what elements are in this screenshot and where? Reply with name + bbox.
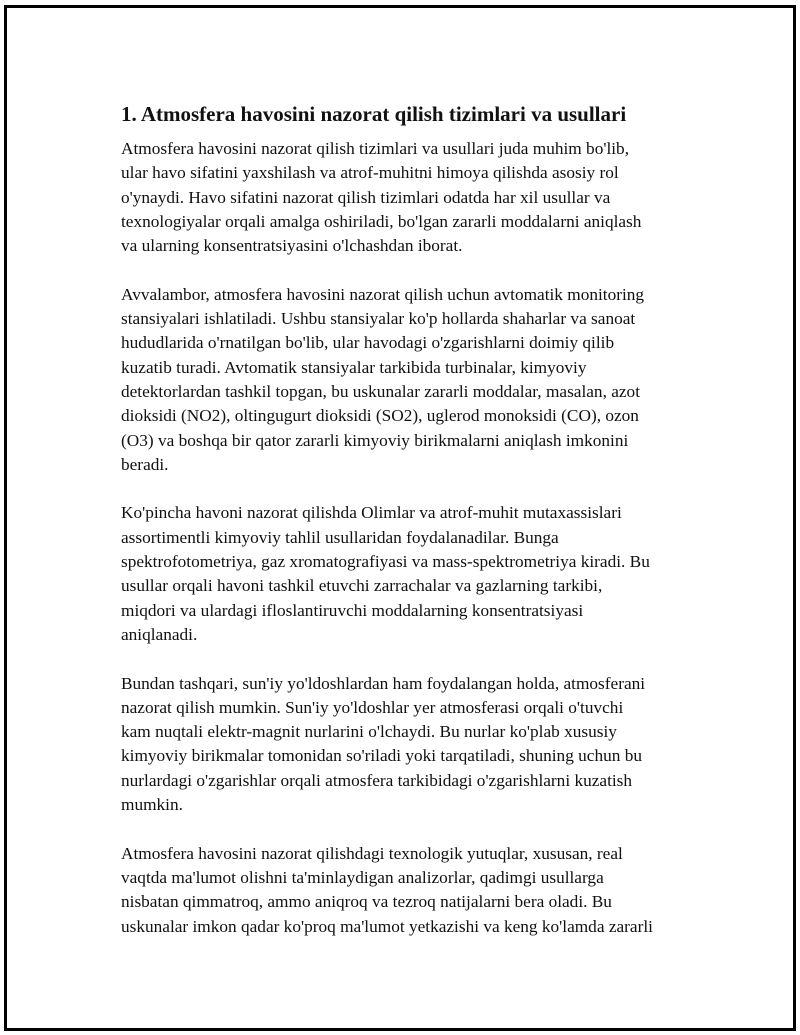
text-line: assortimentli kimyoviy tahlil usullaridan foydalanadilar. Bunga xyxy=(121,527,559,547)
text-line: mumkin. xyxy=(121,795,183,815)
text-line: beradi. xyxy=(121,454,169,474)
text-line: nisbatan qimmatroq, ammo aniqroq va tezroq natijalarni bera oladi. Bu xyxy=(121,892,612,912)
text-line: hududlarida o'rnatilgan bo'lib, ular havodagi o'zgarishlarni doimiy qilib xyxy=(121,333,615,353)
text-line: Ko'pincha havoni nazorat qilishda Olimlar va atrof-muhit mutaxassislari xyxy=(121,503,622,523)
text-line: nazorat qilish mumkin. Sun'iy yo'ldoshlar yer atmosferasi orqali o'tuvchi xyxy=(121,697,624,717)
text-line: (O3) va boshqa bir qator zararli kimyoviy birikmalarni aniqlash imkonini xyxy=(121,430,629,450)
text-line: va ularning konsentratsiyasini o'lchashdan iborat. xyxy=(121,236,463,256)
text-line: Avvalambor, atmosfera havosini nazorat qilish uchun avtomatik monitoring xyxy=(121,284,645,304)
text-line: aniqlanadi. xyxy=(121,624,198,644)
paragraph-4 xyxy=(121,672,701,818)
text-line: usullar orqali havoni tashkil etuvchi zarrachalar va gazlarning tarkibi, xyxy=(121,576,603,596)
text-line: spektrofotometriya, gaz xromatografiyasi va mass-spektrometriya kiradi. Bu xyxy=(121,552,650,572)
text-line: stansiyalari ishlatiladi. Ushbu stansiyalar ko'p hollarda shaharlar va sanoat xyxy=(121,309,636,329)
document-page xyxy=(4,5,796,1031)
text-line: kam nuqtali elektr-magnit nurlarini o'lchaydi. Bu nurlar ko'plab xususiy xyxy=(121,722,617,742)
text-line: Atmosfera havosini nazorat qilish tizimlari va usullari juda muhim bo'lib, xyxy=(121,139,630,158)
text-line: dioksidi (NO2), oltingugurt dioksidi (SO2), uglerod monoksidi (CO), ozon xyxy=(121,406,639,426)
paragraph-3 xyxy=(121,501,701,647)
text-line: miqdori va ulardagi ifloslantiruvchi moddalarning konsentratsiyasi xyxy=(121,600,584,620)
text-line: texnologiyalar orqali amalga oshiriladi, bo'lgan zararli moddalarni aniqlash xyxy=(121,211,642,231)
paragraph-5 xyxy=(121,842,701,939)
text-line: Atmosfera havosini nazorat qilishdagi texnologik yutuqlar, xususan, real xyxy=(121,843,623,863)
text-line: ular havo sifatini yaxshilash va atrof-muhitni himoya qilishda asosiy rol xyxy=(121,163,619,183)
text-line: Bundan tashqari, sun'iy yo'ldoshlardan ham foydalangan holda, atmosferani xyxy=(121,673,646,693)
text-line: nurlardagi o'zgarishlar orqali atmosfera tarkibidagi o'zgarishlarni kuzatish xyxy=(121,770,633,790)
text-line: uskunalar imkon qadar ko'proq ma'lumot yetkazishi va keng ko'lamda zararli xyxy=(121,916,653,936)
text-line: kuzatib turadi. Avtomatik stansiyalar tarkibida turbinalar, kimyoviy xyxy=(121,357,587,377)
text-line: o'ynaydi. Havo sifatini nazorat qilish tizimlari odatda har xil usullar va xyxy=(121,187,611,207)
paragraph-1 xyxy=(121,137,701,258)
document-body xyxy=(121,100,701,963)
text-line: vaqtda ma'lumot olishni ta'minlaydigan analizorlar, qadimgi usullarga xyxy=(121,867,604,887)
text-line: detektorlardan tashkil topgan, bu uskunalar zararli moddalar, masalan, azot xyxy=(121,381,640,401)
section-heading: 1. Atmosfera havosini nazorat qilish tizimlari va usullari xyxy=(121,102,627,126)
text-line: kimyoviy birikmalar tomonidan so'riladi yoki tarqatiladi, shuning uchun bu xyxy=(121,746,642,766)
paragraph-2 xyxy=(121,283,701,477)
